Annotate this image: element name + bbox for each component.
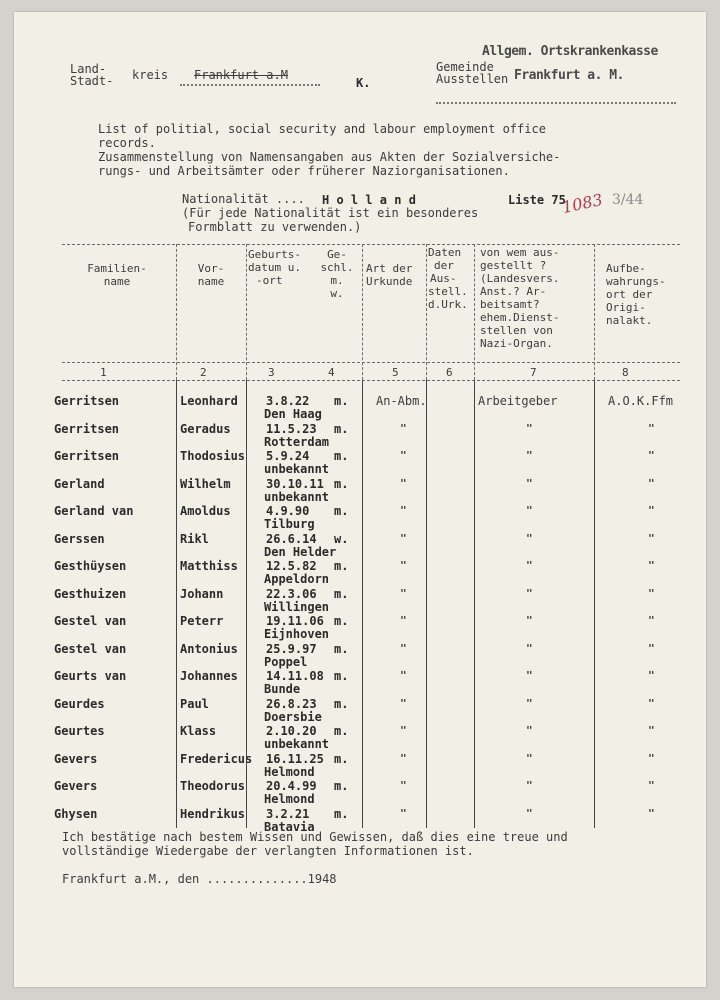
row-storage-location: " (648, 641, 655, 655)
row-issued-by: " (526, 669, 533, 682)
row-storage-location: " (648, 476, 655, 490)
body-divider-1 (176, 380, 177, 828)
row-birth-date: 4.9.90 (266, 504, 310, 518)
row-issued-by: " (526, 696, 533, 710)
column-number-7: 7 (530, 366, 537, 379)
row-surname: Gevers (54, 751, 98, 766)
body-divider-4 (426, 380, 427, 828)
footer-line-1: Ich bestätige nach bestem Wissen und Gewissen, daß dies eine treue und (62, 830, 568, 844)
row-document-type: " (400, 476, 407, 490)
row-birth-place: Bunde (264, 682, 301, 696)
row-first-name: Klass (180, 724, 217, 738)
intro-line-1: List of politial, social security and labour employment office (98, 122, 546, 136)
row-birth-date: 14.11.08 (266, 669, 324, 683)
gemeinde-label: Gemeinde (436, 60, 494, 74)
row-surname: Gevers (54, 779, 98, 793)
row-surname: Gesthüysen (54, 559, 127, 573)
row-birth-place: Helmond (264, 764, 315, 779)
row-storage-location: " (648, 696, 655, 710)
row-sex: m. (334, 586, 349, 601)
nationality-note-1: (Für jede Nationalität ist ein besonderes (182, 206, 479, 220)
column-number-6: 6 (446, 366, 453, 379)
row-birth-place: Helmond (264, 792, 315, 806)
row-issued-by: " (526, 779, 533, 792)
row-birth-date: 16.11.25 (266, 751, 324, 766)
row-first-name: Antonius (180, 641, 238, 656)
column-number-1: 1 (100, 366, 107, 379)
row-document-type: " (400, 421, 407, 435)
row-first-name: Matthiss (180, 559, 238, 573)
col-divider-4 (426, 244, 427, 380)
body-divider-6 (594, 380, 595, 828)
row-birth-date: 20.4.99 (266, 779, 317, 793)
row-sex: m. (334, 449, 349, 463)
col-divider-1 (176, 244, 177, 380)
header-daten: Daten der Aus- stell. d.Urk. (428, 246, 468, 311)
stamp-line-2: Frankfurt a. M. (514, 68, 624, 83)
header-familienname: Familien- name (87, 262, 147, 288)
k-mark: K. (356, 76, 371, 90)
row-surname: Gerritsen (54, 421, 120, 436)
place-and-date: Frankfurt a.M., den ..............1948 (62, 872, 337, 886)
row-issued-by: " (526, 614, 533, 627)
row-first-name: Paul (180, 696, 209, 711)
row-birth-place: unbekannt (264, 489, 330, 504)
row-surname: Geurts van (54, 669, 127, 683)
row-birth-place: Eijnhoven (264, 627, 330, 641)
row-surname: Gerssen (54, 531, 105, 546)
row-sex: m. (334, 641, 349, 656)
row-document-type: " (400, 696, 407, 710)
stamp-line-1: Allgem. Ortskrankenkasse (482, 44, 658, 59)
row-document-type: " (400, 504, 407, 517)
row-document-type: " (400, 724, 407, 737)
header-geschlecht: Ge- schl. m. w. (320, 248, 354, 300)
row-first-name: Fredericus (180, 751, 253, 766)
row-birth-place: Willingen (264, 599, 330, 614)
body-divider-3 (362, 380, 363, 828)
row-storage-location: " (648, 724, 655, 737)
row-first-name: Johann (180, 586, 224, 601)
row-birth-place: Batavia (264, 819, 315, 834)
row-sex: m. (334, 504, 349, 518)
row-issued-by: " (526, 449, 533, 462)
row-sex: m. (334, 614, 349, 628)
row-first-name: Geradus (180, 421, 231, 436)
row-issued-by: " (526, 724, 533, 737)
nationality-label: Nationalität .... (182, 192, 305, 206)
header-aufbewahrungsort: Aufbe- wahrungs- ort der Origi- nalakt. (606, 262, 666, 327)
aussteller-label: Ausstellen (436, 72, 509, 86)
row-surname: Ghysen (54, 806, 98, 821)
row-document-type: " (400, 779, 407, 792)
header-art-der-urkunde: Art der Urkunde (366, 262, 413, 288)
row-birth-place: Poppel (264, 654, 308, 669)
col-divider-3 (362, 244, 363, 380)
col-divider-2 (246, 244, 247, 380)
row-birth-date: 30.10.11 (266, 476, 324, 491)
row-issued-by: " (526, 806, 533, 820)
row-storage-location: " (648, 449, 655, 462)
kreis-dotted-line (180, 84, 320, 86)
row-document-type: " (400, 669, 407, 682)
intro-line-3: Zusammenstellung von Namensangaben aus Akten der Sozialversiche- (98, 150, 561, 164)
pencil-mark: 3/44 (612, 192, 644, 208)
table-top-rule (62, 244, 680, 245)
row-birth-date: 3.8.22 (266, 394, 310, 408)
row-first-name: Hendrikus (180, 806, 246, 821)
nationality-value: H o l l a n d (322, 193, 416, 207)
row-surname: Gerritsen (54, 449, 120, 463)
row-first-name: Thodosius (180, 449, 246, 463)
row-birth-date: 26.6.14 (266, 531, 317, 546)
row-issued-by: " (526, 559, 533, 572)
row-surname: Gerland (54, 476, 105, 491)
row-issued-by: " (526, 531, 533, 545)
row-birth-place: Rotterdam (264, 434, 330, 449)
row-sex: m. (334, 779, 349, 793)
column-number-2: 2 (200, 366, 207, 379)
row-storage-location: " (648, 559, 655, 572)
row-storage-location: " (648, 586, 655, 600)
kreis-value: Frankfurt a.M (194, 68, 288, 82)
row-surname: Geurtes (54, 724, 105, 738)
row-surname: Gestel van (54, 614, 127, 628)
row-storage-location: " (648, 806, 655, 820)
row-birth-date: 26.8.23 (266, 696, 317, 711)
row-document-type: " (400, 641, 407, 655)
row-surname: Gestel van (54, 641, 127, 656)
row-first-name: Amoldus (180, 504, 231, 518)
row-birth-place: Den Helder (264, 544, 337, 559)
header-geburtsdatum: Geburts- datum u. -ort (248, 248, 301, 287)
row-birth-place: unbekannt (264, 737, 330, 751)
kreis-label: kreis (132, 68, 169, 82)
gemeinde-dotted-line (436, 102, 676, 104)
row-issued-by: " (526, 751, 533, 765)
row-birth-date: 5.9.24 (266, 449, 310, 463)
row-surname: Gerland van (54, 504, 134, 518)
row-document-type: " (400, 751, 407, 765)
row-sex: m. (334, 696, 349, 711)
row-storage-location: A.O.K.Ffm (608, 394, 674, 408)
row-document-type: " (400, 806, 407, 820)
nationality-note-2: Formblatt zu verwenden.) (188, 220, 362, 234)
column-number-8: 8 (622, 366, 629, 379)
row-storage-location: " (648, 504, 655, 517)
row-sex: m. (334, 394, 349, 408)
row-birth-place: Doersbie (264, 709, 322, 724)
row-surname: Gesthuizen (54, 586, 127, 601)
table-number-rule (62, 380, 680, 381)
stadt-label: Stadt- (70, 74, 114, 88)
header-vorname: Vor- name (197, 262, 225, 288)
row-issued-by: " (526, 586, 533, 600)
row-first-name: Wilhelm (180, 476, 231, 491)
row-storage-location: " (648, 421, 655, 435)
row-first-name: Johannes (180, 669, 238, 683)
row-issued-by: Arbeitgeber (478, 394, 558, 408)
intro-line-2: records. (98, 136, 156, 150)
row-sex: m. (334, 751, 349, 766)
row-document-type: " (400, 449, 407, 462)
row-birth-date: 22.3.06 (266, 586, 317, 601)
row-sex: m. (334, 421, 349, 436)
row-birth-date: 19.11.06 (266, 614, 324, 628)
body-divider-5 (474, 380, 475, 828)
red-handwritten-mark: 1083 (560, 189, 605, 218)
land-label: Land- (70, 62, 107, 76)
row-storage-location: " (648, 751, 655, 765)
row-sex: m. (334, 806, 349, 821)
row-first-name: Peterr (180, 614, 224, 628)
row-birth-place: Tilburg (264, 517, 315, 531)
column-number-3: 3 (268, 366, 275, 379)
row-first-name: Rikl (180, 531, 209, 546)
row-sex: m. (334, 559, 349, 573)
row-issued-by: " (526, 504, 533, 517)
row-first-name: Leonhard (180, 394, 238, 408)
row-surname: Gerritsen (54, 394, 120, 408)
liste-number: Liste 75 (508, 193, 566, 207)
row-document-type: An-Abm. (376, 394, 427, 408)
col-divider-5 (474, 244, 475, 380)
row-birth-date: 2.10.20 (266, 724, 317, 738)
row-birth-place: Appeldorn (264, 572, 330, 586)
document-page (14, 12, 706, 987)
row-document-type: " (400, 586, 407, 600)
row-storage-location: " (648, 614, 655, 627)
row-birth-date: 12.5.82 (266, 559, 317, 573)
row-document-type: " (400, 559, 407, 572)
column-number-5: 5 (392, 366, 399, 379)
row-storage-location: " (648, 669, 655, 682)
row-issued-by: " (526, 421, 533, 435)
row-issued-by: " (526, 476, 533, 490)
intro-line-4: rungs- und Arbeitsämter oder früherer Naziorganisationen. (98, 164, 510, 178)
row-sex: m. (334, 669, 349, 683)
row-document-type: " (400, 614, 407, 627)
column-number-4: 4 (328, 366, 335, 379)
table-header-rule (62, 362, 680, 363)
footer-line-2: vollständige Wiedergabe der verlangten Informationen ist. (62, 844, 474, 858)
row-birth-place: unbekannt (264, 462, 330, 476)
row-storage-location: " (648, 531, 655, 545)
row-issued-by: " (526, 641, 533, 655)
row-first-name: Theodorus (180, 779, 246, 793)
row-birth-place: Den Haag (264, 407, 322, 421)
header-von-wem: von wem aus- gestellt ? (Landesvers. Anst.? Ar- beitsamt? ehem.Dienst- stellen von Nazi-Organ. (480, 246, 560, 350)
row-sex: m. (334, 476, 349, 491)
row-birth-date: 25.9.97 (266, 641, 317, 656)
row-sex: m. (334, 724, 349, 738)
row-document-type: " (400, 531, 407, 545)
row-birth-date: 11.5.23 (266, 421, 317, 436)
row-surname: Geurdes (54, 696, 105, 711)
row-storage-location: " (648, 779, 655, 792)
col-divider-6 (594, 244, 595, 380)
row-sex: w. (334, 531, 349, 546)
row-birth-date: 3.2.21 (266, 806, 310, 821)
